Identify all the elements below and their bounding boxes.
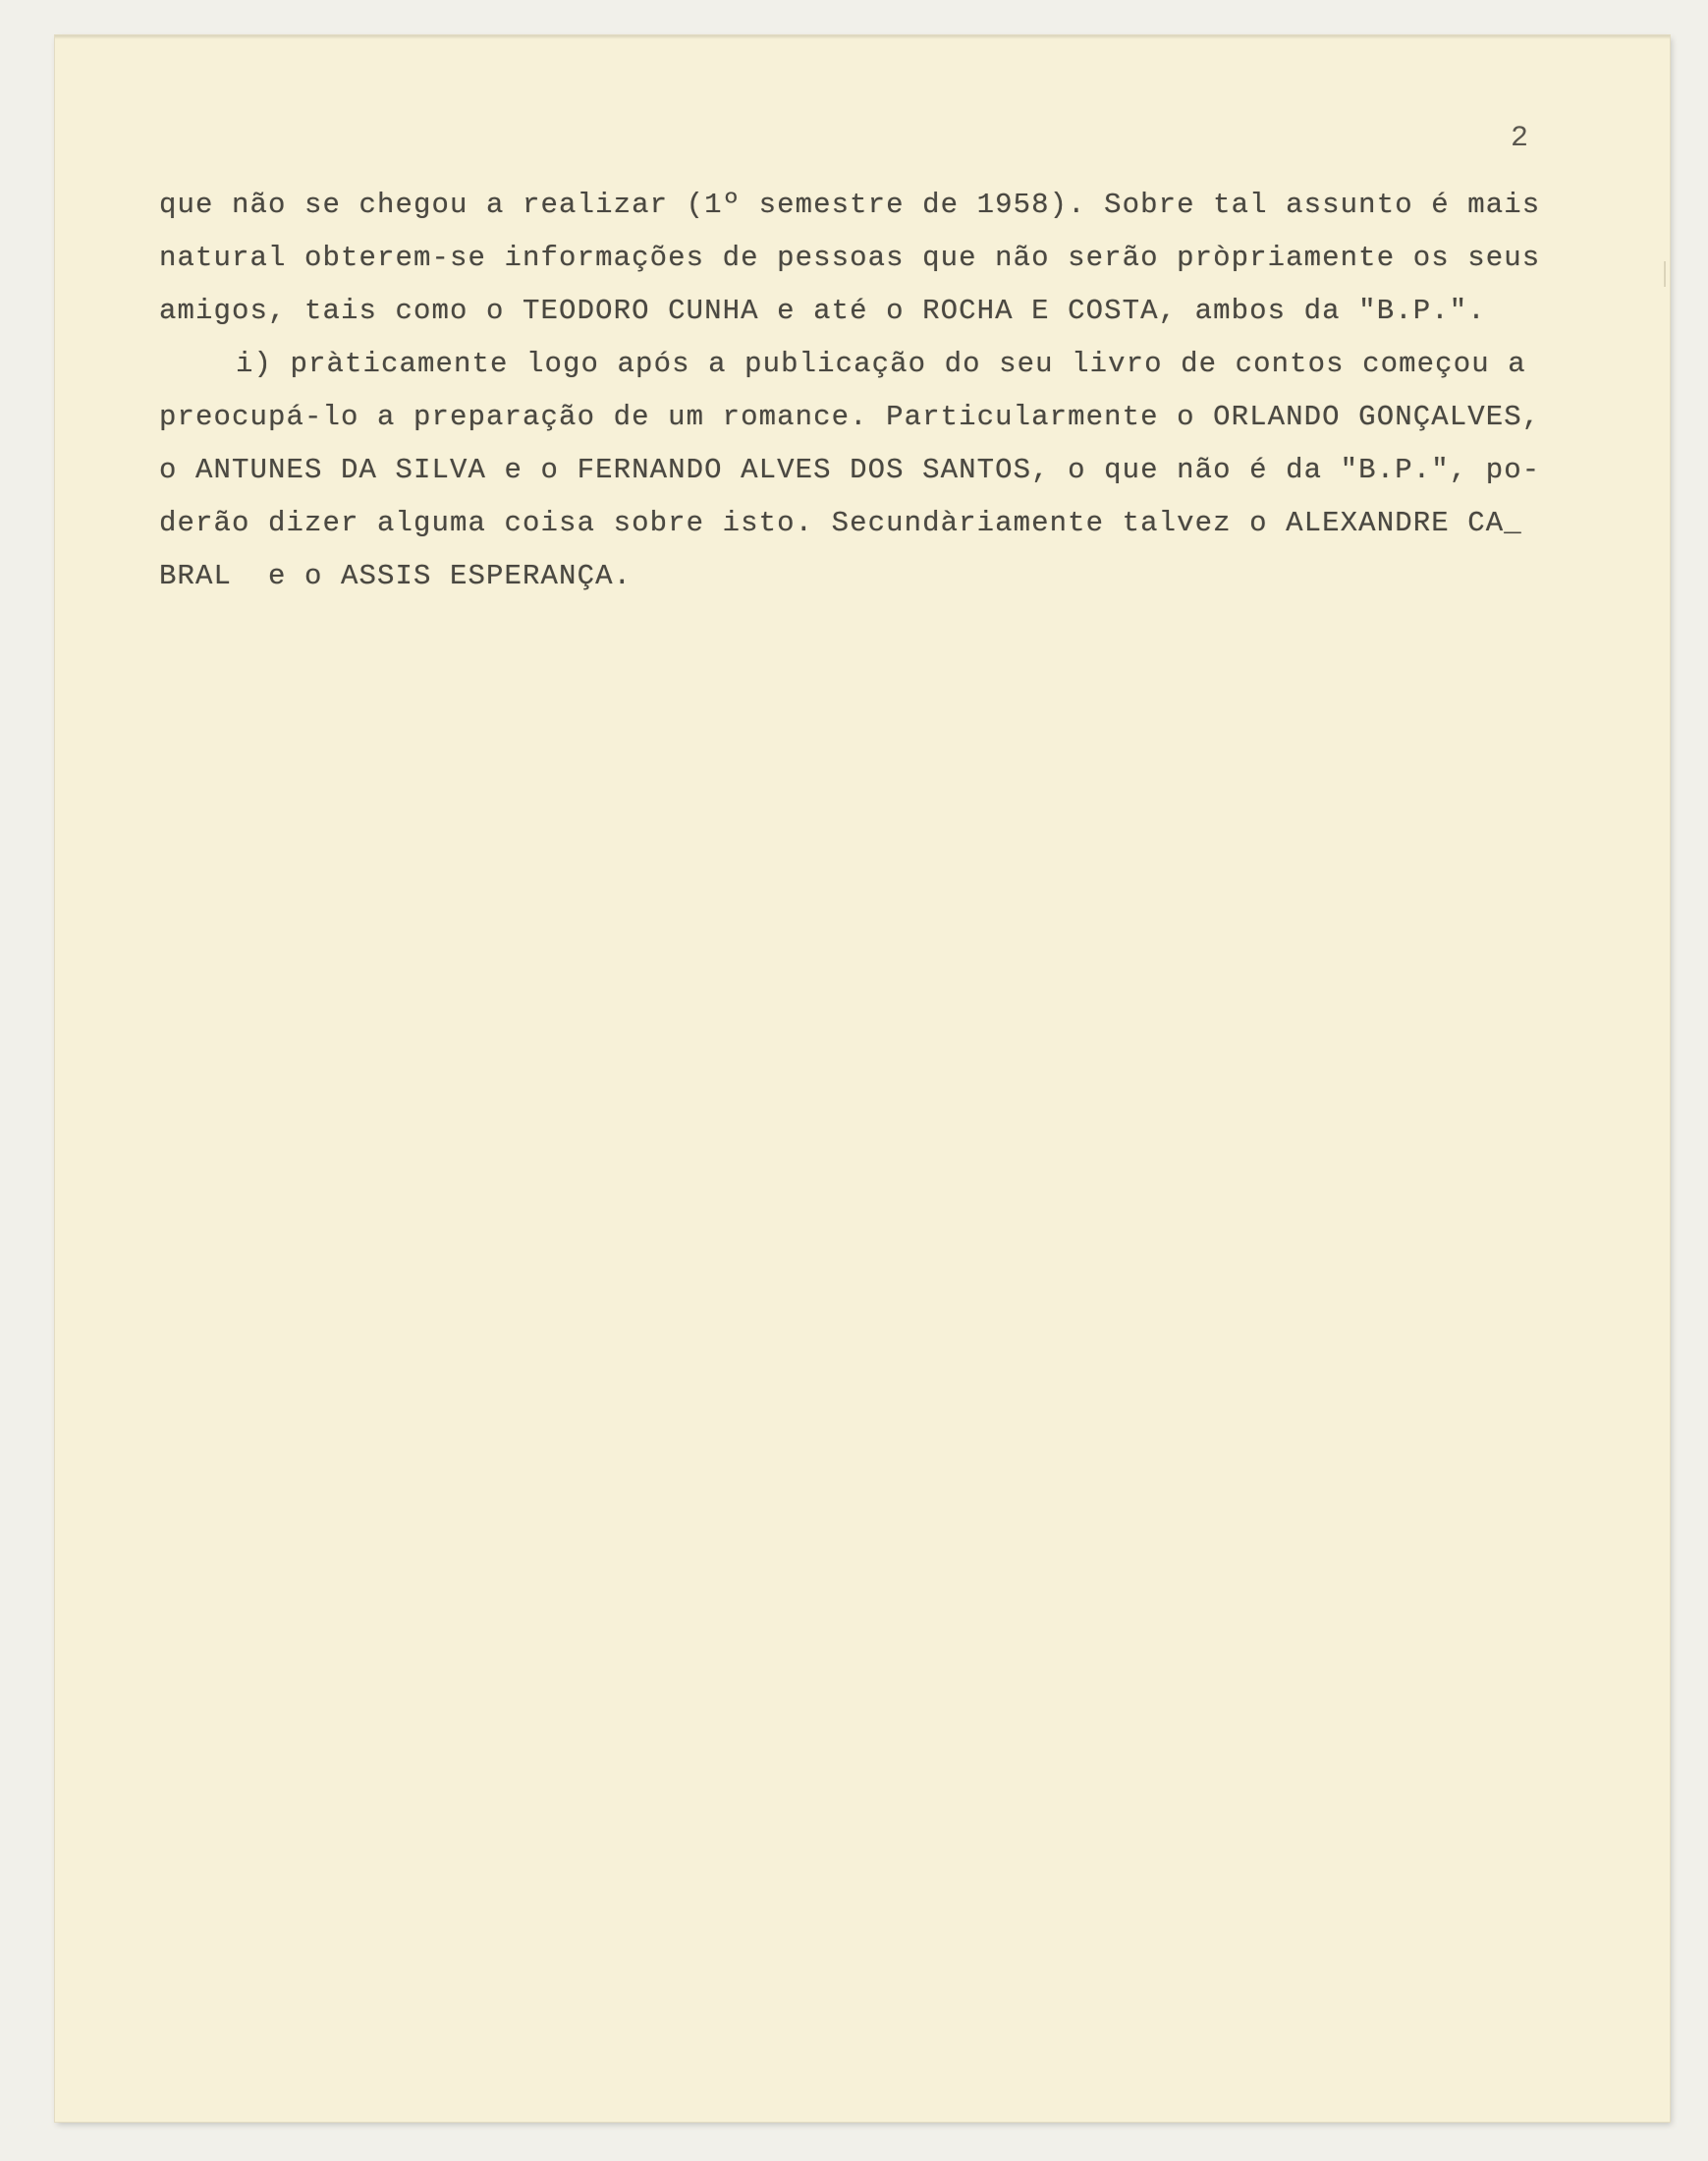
paper-scratch-mark: [1664, 261, 1666, 287]
text-line-1: que não se chegou a realizar (1º semestre de 1958). Sobre tal assunto é mais: [159, 189, 1541, 221]
text-line-2: natural obterem-se informações de pessoas que não serão pròpriamente os seus: [159, 242, 1541, 274]
typed-paragraphs: [159, 179, 1632, 603]
page-number: 2: [1511, 122, 1529, 155]
text-line-6: o ANTUNES DA SILVA e o FERNANDO ALVES DOS SANTOS, o que não é da "B.P.", po-: [159, 454, 1541, 486]
text-line-8: BRAL e o ASSIS ESPERANÇA.: [159, 560, 633, 592]
text-line-4: i) pràticamente logo após a publicação do seu livro de contos começou a: [236, 348, 1526, 380]
page-top-edge: [55, 35, 1670, 39]
text-line-7: derão dizer alguma coisa sobre isto. Secundàriamente talvez o ALEXANDRE CA_: [159, 507, 1522, 539]
text-line-3: amigos, tais como o TEODORO CUNHA e até o ROCHA E COSTA, ambos da "B.P.".: [159, 295, 1486, 327]
text-line-5: preocupá-lo a preparação de um romance. Particularmente o ORLANDO GONÇALVES,: [159, 401, 1541, 433]
